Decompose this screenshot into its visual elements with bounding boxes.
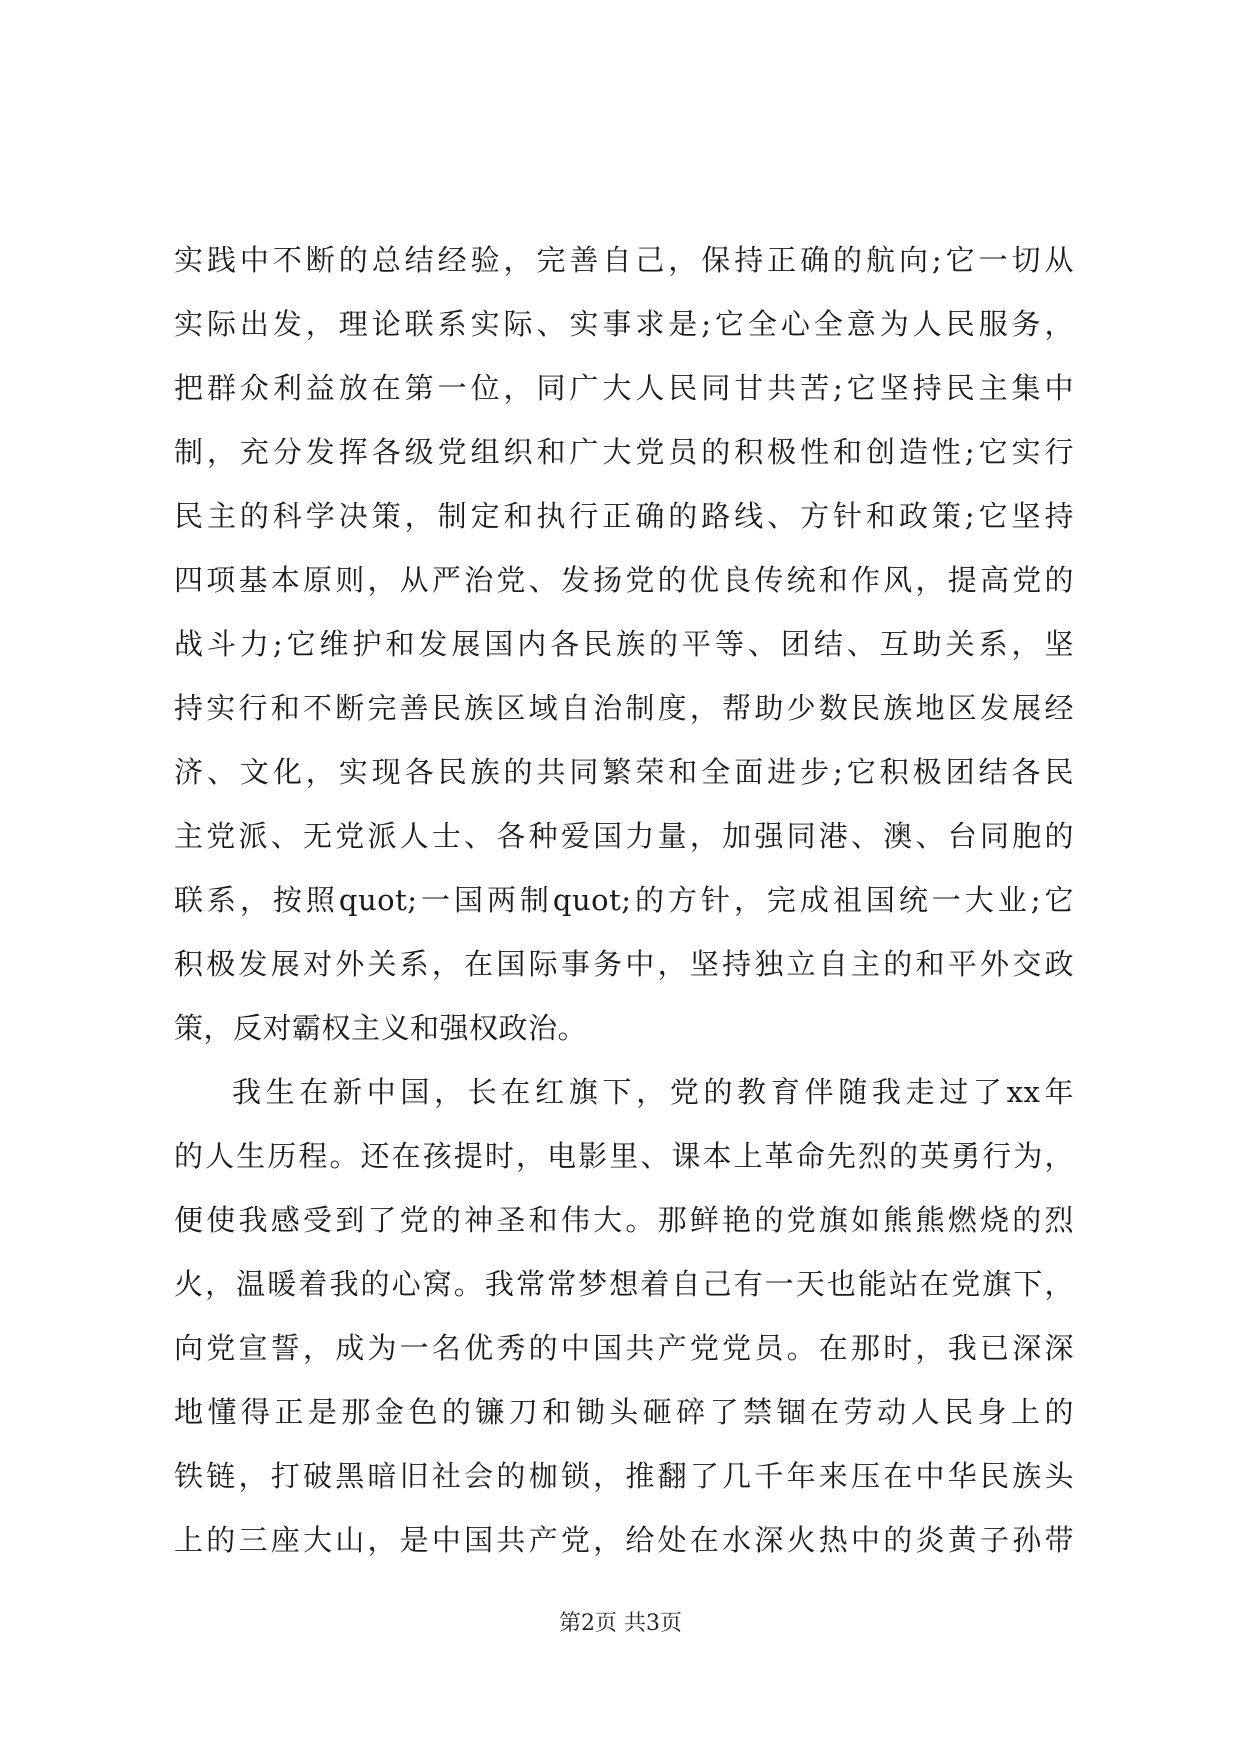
paragraph-2-line-7: 铁链，打破黑暗旧社会的枷锁，推翻了几千年来压在中华民族头 — [174, 1459, 1074, 1493]
paragraph-2-line-5: 向党宣誓，成为一名优秀的中国共产党党员。在那时，我已深深 — [174, 1331, 1074, 1365]
paragraph-1-line-6: 四项基本原则，从严治党、发扬党的优良传统和作风，提高党的 — [174, 563, 1074, 597]
paragraph-2-line-6: 地懂得正是那金色的镰刀和锄头砸碎了禁锢在劳动人民身上的 — [174, 1395, 1074, 1429]
paragraph-2-line-4: 火，温暖着我的心窝。我常常梦想着自己有一天也能站在党旗下， — [174, 1267, 1074, 1301]
paragraph-1-line-4: 制，充分发挥各级党组织和广大党员的积极性和创造性;它实行 — [174, 435, 1074, 469]
paragraph-2-line-1: 我生在新中国，长在红旗下，党的教育伴随我走过了xx年 — [232, 1075, 1074, 1109]
paragraph-1-line-3: 把群众利益放在第一位，同广大人民同甘共苦;它坚持民主集中 — [174, 371, 1074, 405]
paragraph-1-line-10: 主党派、无党派人士、各种爱国力量，加强同港、澳、台同胞的 — [174, 819, 1074, 853]
paragraph-1-line-9: 济、文化，实现各民族的共同繁荣和全面进步;它积极团结各民 — [174, 755, 1074, 789]
paragraph-1-line-5: 民主的科学决策，制定和执行正确的路线、方针和政策;它坚持 — [174, 499, 1074, 533]
page-number-footer: 第2页 共3页 — [559, 1611, 682, 1636]
paragraph-1-line-13: 策，反对霸权主义和强权政治。 — [174, 1011, 588, 1045]
paragraph-2-line-8: 上的三座大山，是中国共产党，给处在水深火热中的炎黄子孙带 — [174, 1523, 1074, 1557]
paragraph-1-line-1: 实践中不断的总结经验，完善自己，保持正确的航向;它一切从 — [174, 243, 1074, 277]
paragraph-1-line-2: 实际出发，理论联系实际、实事求是;它全心全意为人民服务， — [174, 307, 1074, 341]
paragraph-2-line-3: 便使我感受到了党的神圣和伟大。那鲜艳的党旗如熊熊燃烧的烈 — [174, 1203, 1074, 1237]
paragraph-1-line-7: 战斗力;它维护和发展国内各民族的平等、团结、互助关系，坚 — [174, 627, 1074, 661]
paragraph-1-line-12: 积极发展对外关系，在国际事务中，坚持独立自主的和平外交政 — [174, 947, 1074, 981]
paragraph-1-line-8: 持实行和不断完善民族区域自治制度，帮助少数民族地区发展经 — [174, 691, 1074, 725]
paragraph-2-line-2: 的人生历程。还在孩提时，电影里、课本上革命先烈的英勇行为， — [174, 1139, 1074, 1173]
paragraph-1-line-11: 联系，按照quot;一国两制quot;的方针，完成祖国统一大业;它 — [174, 883, 1074, 917]
body-text — [174, 228, 1074, 1572]
